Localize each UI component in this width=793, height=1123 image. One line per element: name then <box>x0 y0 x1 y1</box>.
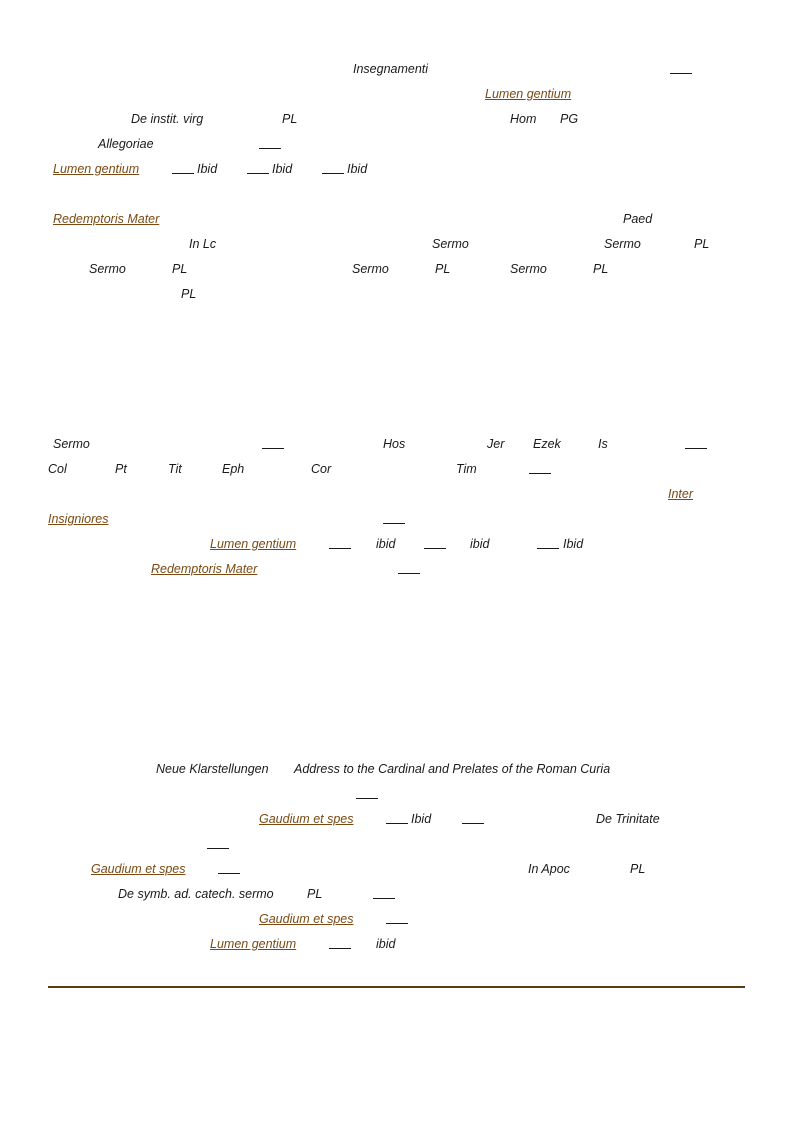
insegnamenti-label: Insegnamenti <box>353 62 429 76</box>
footnote-blank <box>462 823 484 824</box>
ibid-ref: Ibid <box>197 162 218 176</box>
col-ref: Col <box>48 462 67 476</box>
footnote-blank <box>685 448 707 449</box>
pg-ref: PG <box>560 112 579 126</box>
inter-insigniores-link[interactable]: Inter <box>668 487 694 501</box>
footnote-blank <box>329 948 351 949</box>
pl-ref: PL <box>593 262 609 276</box>
lumen-gentium-link[interactable]: Lumen gentium <box>53 162 140 176</box>
sermo-ref: Sermo <box>89 262 126 276</box>
de-symb-ref: De symb. ad. catech. sermo <box>118 887 274 901</box>
footnote-blank <box>386 923 408 924</box>
ibid-ref: ibid <box>376 937 396 951</box>
pt-ref: Pt <box>115 462 127 476</box>
pl-ref: PL <box>282 112 298 126</box>
ibid-ref: Ibid <box>347 162 368 176</box>
ezek-ref: Ezek <box>533 437 561 451</box>
lumen-gentium-link[interactable]: Lumen gentium <box>210 537 297 551</box>
footnote-blank <box>386 823 408 824</box>
footnote-blank <box>537 548 559 549</box>
de-instit-virg-ref: De instit. virg <box>131 112 204 126</box>
is-ref: Is <box>598 437 608 451</box>
inter-insigniores-link[interactable]: Insigniores <box>48 512 109 526</box>
ibid-ref: Ibid <box>563 537 584 551</box>
in-lc-ref: In Lc <box>189 237 217 251</box>
redemptoris-mater-link[interactable]: Redemptoris Mater <box>53 212 160 226</box>
footnote-blank <box>247 173 269 174</box>
pl-ref: PL <box>307 887 323 901</box>
footnote-blank <box>424 548 446 549</box>
footnote-blank <box>262 448 284 449</box>
lumen-gentium-link[interactable]: Lumen gentium <box>485 87 572 101</box>
lumen-gentium-link[interactable]: Lumen gentium <box>210 937 297 951</box>
footnote-blank <box>329 548 351 549</box>
ibid-ref: ibid <box>376 537 396 551</box>
tit-ref: Tit <box>168 462 182 476</box>
sermo-ref: Sermo <box>604 237 641 251</box>
allegoriae-ref: Allegoriae <box>98 137 154 151</box>
page-divider <box>48 986 745 988</box>
redemptoris-mater-link[interactable]: Redemptoris Mater <box>151 562 258 576</box>
paed-ref: Paed <box>623 212 653 226</box>
ibid-ref: ibid <box>470 537 490 551</box>
pl-ref: PL <box>630 862 646 876</box>
sermo-ref: Sermo <box>352 262 389 276</box>
sermo-ref: Sermo <box>510 262 547 276</box>
ibid-ref: Ibid <box>272 162 293 176</box>
gaudium-et-spes-link[interactable]: Gaudium et spes <box>259 912 354 926</box>
footnote-blank <box>529 473 551 474</box>
footnote-blank <box>356 798 378 799</box>
sermo-ref: Sermo <box>432 237 469 251</box>
footnote-blank <box>383 523 405 524</box>
footnote-blank <box>172 173 194 174</box>
footnote-blank <box>398 573 420 574</box>
hos-ref: Hos <box>383 437 406 451</box>
de-trinitate-ref: De Trinitate <box>596 812 660 826</box>
in-apoc-ref: In Apoc <box>528 862 570 876</box>
footnote-blank <box>670 73 692 74</box>
pl-ref: PL <box>435 262 451 276</box>
hom-ref: Hom <box>510 112 537 126</box>
jer-ref: Jer <box>487 437 505 451</box>
address-ref: Address to the Cardinal and Prelates of the Roman Curia <box>294 762 611 776</box>
pl-ref: PL <box>172 262 188 276</box>
footnote-blank <box>218 873 240 874</box>
footnote-blank <box>207 848 229 849</box>
footnote-blank <box>322 173 344 174</box>
eph-ref: Eph <box>222 462 245 476</box>
neue-klarstellungen-ref: Neue Klarstellungen <box>156 762 269 776</box>
gaudium-et-spes-link[interactable]: Gaudium et spes <box>259 812 354 826</box>
pl-ref: PL <box>694 237 710 251</box>
footnote-blank <box>259 148 281 149</box>
footnote-blank <box>373 898 395 899</box>
pl-ref: PL <box>181 287 197 301</box>
gaudium-et-spes-link[interactable]: Gaudium et spes <box>91 862 186 876</box>
tim-ref: Tim <box>456 462 477 476</box>
cor-ref: Cor <box>311 462 332 476</box>
ibid-ref: Ibid <box>411 812 432 826</box>
sermo-ref: Sermo <box>53 437 90 451</box>
